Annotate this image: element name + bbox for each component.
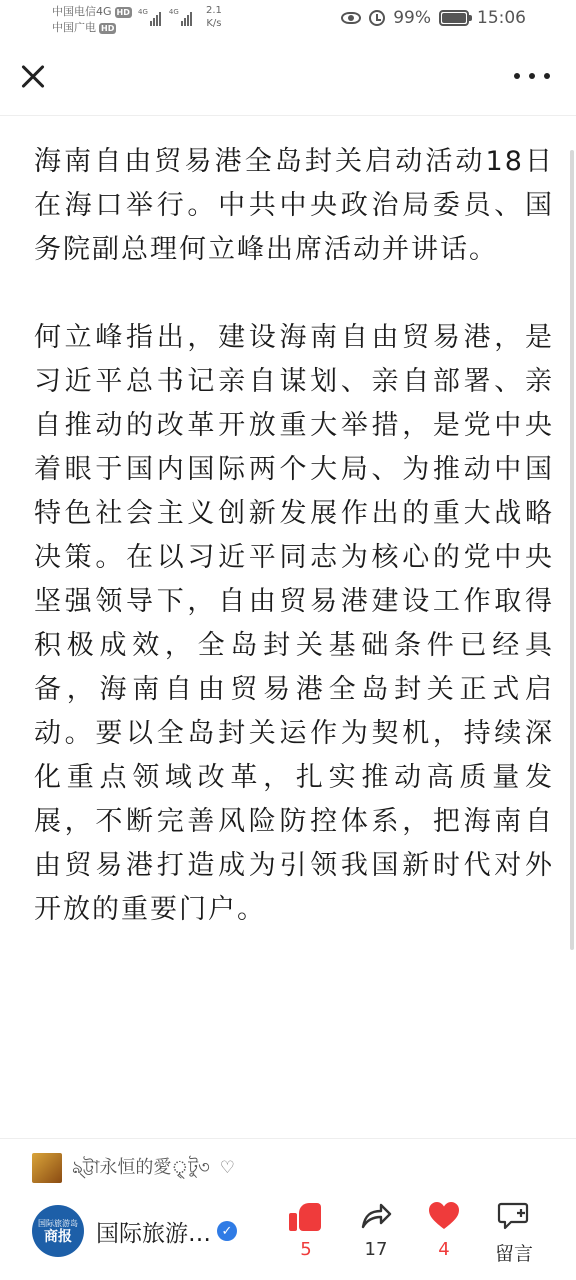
- clock: 15:06: [477, 8, 526, 28]
- status-bar: [0, 0, 576, 44]
- signal-2-label: 4G: [168, 8, 179, 16]
- like-count: 5: [300, 1239, 312, 1260]
- carrier-1-hd-badge: HD: [116, 7, 130, 17]
- avatar[interactable]: [32, 1205, 84, 1257]
- verified-check-icon: ✓: [217, 1221, 237, 1241]
- status-right: [341, 8, 526, 28]
- music-title: ঌ্ট্টা永恒的愛ৃ্টু৩: [72, 1156, 210, 1178]
- carrier-2-hd-badge: HD: [101, 23, 115, 33]
- article-paragraph: 海南自由贸易港全岛封关启动活动18日在海口举行。中共中央政治局委员、国务院副总理何立峰出席活动并讲话。: [34, 146, 554, 265]
- signal-2-icon: [169, 8, 192, 26]
- share-count: 17: [364, 1239, 388, 1260]
- more-icon[interactable]: [514, 64, 550, 88]
- signal-1-icon: [138, 8, 161, 26]
- heart-icon: [427, 1201, 461, 1231]
- avatar-text-main: 商报: [44, 1228, 72, 1245]
- bottom-bar: [0, 1138, 576, 1280]
- like-button[interactable]: [276, 1195, 336, 1260]
- avatar-text-top: 国际旅游岛: [38, 1218, 78, 1228]
- favorite-count: 4: [438, 1239, 450, 1260]
- scrollbar[interactable]: [570, 150, 574, 950]
- article-body: [34, 140, 554, 976]
- comment-add-icon: [497, 1201, 531, 1231]
- comment-label: 留言: [494, 1243, 533, 1265]
- close-icon[interactable]: [16, 60, 50, 94]
- carrier-2-name: 中国广电: [52, 21, 96, 34]
- background-music[interactable]: [32, 1153, 235, 1183]
- thumbs-up-icon: [289, 1201, 323, 1231]
- battery-percent: 99%: [393, 8, 431, 28]
- article-paragraph: 何立峰指出，建设海南自由贸易港，是习近平总书记亲自谋划、亲自部署、亲自推动的改革开放重大举措，是党中央着眼于国内国际两个大局、为推动中国特色社会主义创新发展作出的重大战略决策。在以习近平同志为核心的党中央坚强领导下，自由贸易港建设工作取得积极成效，全岛封关基础条件已经具备，海南自由贸易港全岛封关正式启动。要以全岛封关运作为契机，持续深化重点领域改革，扎实推动高质量发展，不断完善风险防控体系，把海南自由贸易港打造成为引领我国新时代对外开放的重要门户。: [34, 322, 554, 925]
- top-nav: [0, 44, 576, 116]
- author-name[interactable]: 国际旅游…: [96, 1220, 211, 1247]
- author-info[interactable]: [32, 1205, 237, 1257]
- network-speed-unit: K/s: [206, 18, 222, 29]
- carrier-info: [52, 4, 132, 36]
- favorite-button[interactable]: [414, 1195, 474, 1260]
- battery-icon: [439, 10, 469, 26]
- eye-comfort-icon: [341, 12, 361, 24]
- alarm-icon: [369, 10, 385, 26]
- heart-outline-icon[interactable]: ♡: [219, 1158, 236, 1178]
- comment-button[interactable]: [484, 1195, 544, 1266]
- network-speed: [206, 4, 222, 30]
- signal-indicators: [138, 8, 192, 26]
- share-icon: [359, 1201, 393, 1231]
- music-cover-image: [32, 1153, 62, 1183]
- carrier-1-name: 中国电信4G: [52, 5, 112, 18]
- signal-1-label: 4G: [138, 8, 148, 16]
- share-button[interactable]: [346, 1195, 406, 1260]
- network-speed-value: 2.1: [206, 5, 222, 16]
- action-bar: [272, 1195, 562, 1271]
